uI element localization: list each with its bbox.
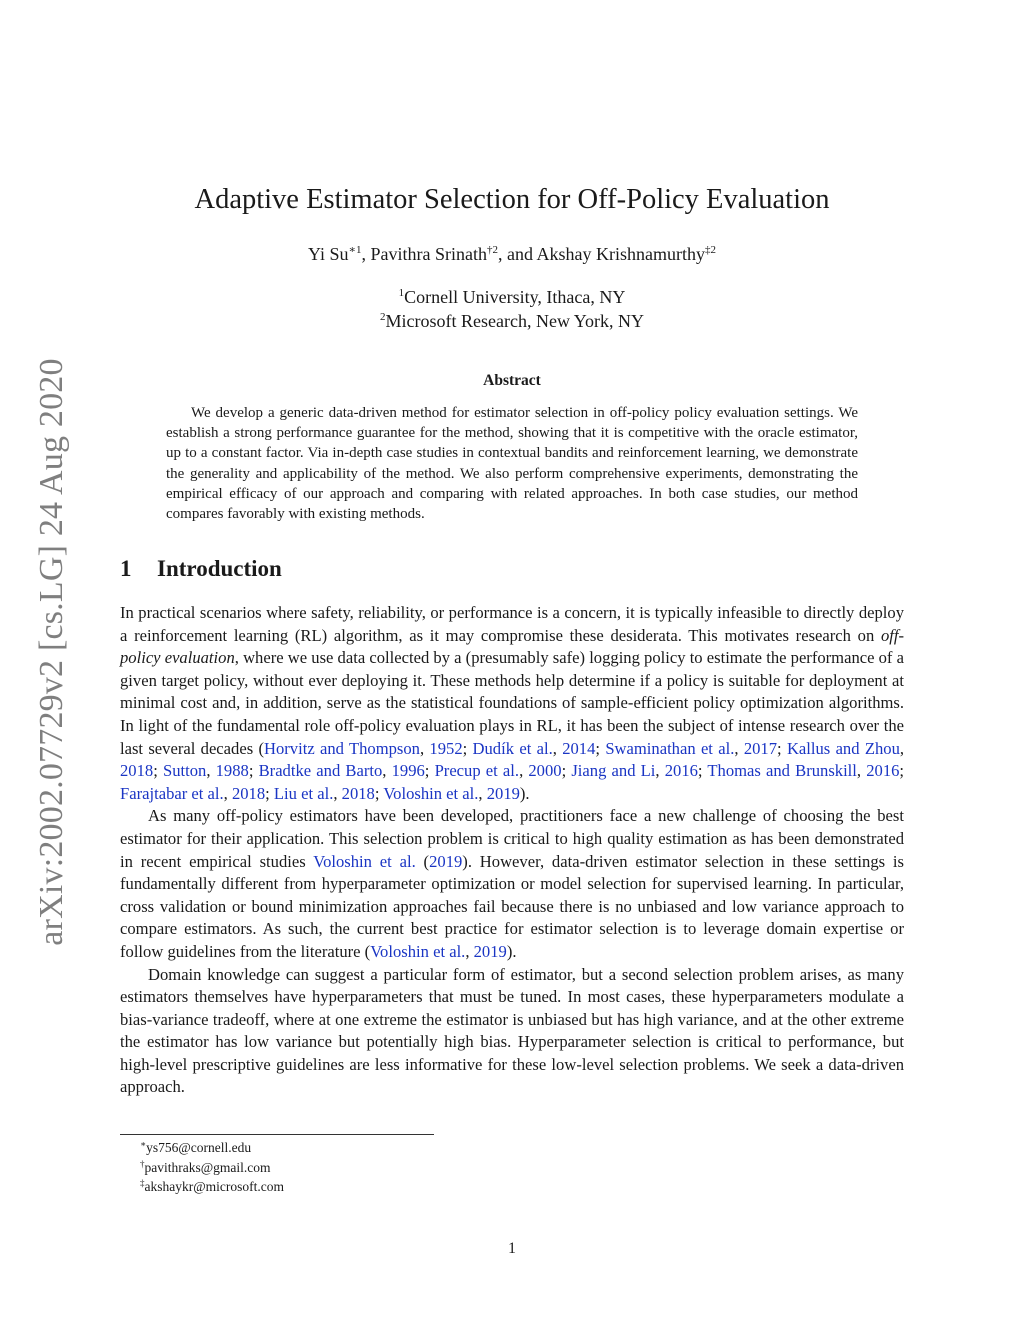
author-name: Pavithra Srinath xyxy=(370,244,487,264)
affiliation-mark: 1 xyxy=(398,287,405,299)
citation-link[interactable]: Liu et al. xyxy=(273,783,334,803)
author-list xyxy=(0,244,1024,265)
affiliation-text: Cornell University, Ithaca, NY xyxy=(404,287,626,307)
affiliation-mark: 2 xyxy=(380,311,386,323)
paragraph-text: ). xyxy=(506,941,517,961)
footnote-text: ys756@cornell.edu xyxy=(146,1140,252,1155)
citation-link[interactable]: Horvitz and Thompson xyxy=(264,738,420,758)
footnote-text: pavithraks@gmail.com xyxy=(144,1159,271,1175)
citation-year-link[interactable]: 1996 xyxy=(391,761,425,781)
author-separator: , xyxy=(361,244,371,264)
author-mark: †2 xyxy=(487,244,498,256)
paragraph-text: As many off-policy estimators have been developed, practitioners face a new challenge of choosing the best estimator for their application. This selection problem is critical to high quality estimation as has been demonstrated in recent empirical studies xyxy=(120,806,904,871)
paragraph-2: As many off-policy estimators have been developed, practitioners face a new challenge of choosing the best estimator for their application. This selection problem is critical to high quality estimation as has been demonstrated in recent empirical studies Voloshin et al. (2019). However, data-driven estimator selection in these settings is fundamentally different from hyperparameter optimization or model selection for supervised learning. In particular, cross validation or bound minimization approaches fail because there is no unbiased and low variance approach to compare estimators. As such, the current best practice for estimator selection is to leverage domain expertise or follow guidelines from the literature (Voloshin et al., 2019). xyxy=(120,806,904,961)
paragraph-text: , where we use data collected by a (presumably safe) logging policy to estimate the performance of a given target policy, without ever deploying it. These methods help determine if a policy is suitable for deployment at minimal cost and, in addition, serve as the statistical foundations of sample-efficient policy optimization algorithms. In light of the fundamental role off-policy evaluation plays in RL, it has been the subject of intense research over the last several decades ( xyxy=(120,648,904,758)
affiliation-microsoft xyxy=(0,311,1024,332)
footnote-rule xyxy=(120,1134,434,1135)
citation-year-link[interactable]: 2018 xyxy=(231,783,266,803)
author-name: Akshay Krishnamurthy xyxy=(536,244,705,264)
affiliation-cornell xyxy=(0,287,1024,308)
section-number: 1 xyxy=(120,556,132,581)
citation-link[interactable]: Jiang and Li xyxy=(571,761,656,781)
citation-list: Horvitz and Thompson, 1952; Dudík et al., 2014; Swaminathan et al., 2017; Kallus and Zhou, 2018; Sutton, 1988; Bradtke and Barto, 1996; Precup et al., 2000; Jiang and Li, 2016; Thomas and Brunskill, 2016; Farajtabar et al., 2018; Liu et al., 2018; Voloshin et al., 2019 xyxy=(120,738,905,803)
citation-link[interactable]: Sutton xyxy=(162,761,207,781)
footnote-email-3 xyxy=(140,1177,284,1197)
citation-year-link[interactable]: 2017 xyxy=(743,738,778,758)
citation-year-link[interactable]: 1952 xyxy=(429,738,463,758)
citation-link[interactable]: Precup et al. xyxy=(434,761,520,781)
footnote-email-1 xyxy=(140,1138,284,1158)
section-heading-introduction xyxy=(120,556,282,582)
paragraph-1 xyxy=(120,602,904,805)
citation-year-link[interactable]: 2000 xyxy=(528,761,562,781)
paragraph-text: In practical scenarios where safety, reliability, or performance is a concern, it is typically infeasible to directly deploy a reinforcement learning (RL) algorithm, as it may compromise these desiderata. This motivates research on xyxy=(120,603,904,645)
arxiv-identifier-stamp: arXiv:2002.07729v2 [cs.LG] 24 Aug 2020 xyxy=(33,358,70,946)
citation-link[interactable]: Swaminathan et al. xyxy=(605,738,735,758)
footnote-email-2 xyxy=(140,1158,284,1178)
citation-year-link[interactable]: 1988 xyxy=(215,761,249,781)
citation-year-link[interactable]: 2016 xyxy=(866,761,900,781)
paragraph-text: ). xyxy=(519,783,530,803)
citation-link[interactable]: Dudík et al. xyxy=(472,738,553,758)
footnotes xyxy=(140,1138,284,1197)
section-title: Introduction xyxy=(157,556,282,581)
author-separator: , and xyxy=(498,244,537,264)
citation-link[interactable]: Voloshin et al. xyxy=(383,783,479,803)
abstract-text: We develop a generic data-driven method for estimator selection in off-policy policy evaluation settings. We establish a strong performance guarantee for the method, showing that it is competitive with the oracle estimator, up to a constant factor. Via in-depth case studies in contextual bandits and reinforcement learning, we demonstrate the generality and applicability of the method. We also perform comprehensive experiments, demonstrating the empirical efficacy of our approach and comparing with related approaches. In both case studies, our method compares favorably with existing methods. xyxy=(166,405,858,523)
paper-title: Adaptive Estimator Selection for Off-Policy Evaluation xyxy=(194,184,830,215)
paragraph-3: Domain knowledge can suggest a particular form of estimator, but a second selection problem arises, as many estimators themselves have hyperparameters that must be tuned. In most cases, these hyperparameters modulate a bias-variance tradeoff, where at one extreme the estimator is unbiased but has high variance, and at the other extreme the estimator has low variance but potentially high bias. Hyperparameter selection is critical to performance, but high-level prescriptive guidelines are less informative for these low-level selection problems. We seek a data-driven approach. xyxy=(120,964,904,1097)
footnote-text: akshaykr@microsoft.com xyxy=(144,1179,285,1194)
page-number: 1 xyxy=(508,1240,516,1257)
author-mark: ∗1 xyxy=(348,244,362,256)
citation-link[interactable]: Bradtke and Barto xyxy=(258,761,383,781)
citation-year-link[interactable]: 2016 xyxy=(664,761,698,781)
citation-year-link[interactable]: 2014 xyxy=(562,738,596,758)
affiliation-text: Microsoft Research, New York, NY xyxy=(385,311,644,331)
footnote-mark: ‡ xyxy=(140,1178,145,1188)
citation-link[interactable]: Farajtabar et al. xyxy=(120,783,224,803)
abstract-heading: Abstract xyxy=(483,372,541,389)
citation-link[interactable]: Thomas and Brunskill xyxy=(707,761,857,781)
author-name: Yi Su xyxy=(308,244,349,264)
author-mark: ‡2 xyxy=(704,244,716,256)
paragraph-text: . However, data-driven estimator selection in these settings is fundamentally different from hyperparameter optimization or model selection for supervised learning. In particular, cross validation or bound minimization approaches fail because there is no unbiased and low variance approach to compare estimators. As such, the current best practice for estimator selection is to leverage domain expertise or follow guidelines from the literature ( xyxy=(120,851,904,961)
citation-year-link[interactable]: 2019 xyxy=(473,941,507,961)
citation-link[interactable]: Kallus and Zhou xyxy=(786,738,900,758)
footnote-mark: † xyxy=(140,1158,145,1169)
emphasis-text: off-policy evaluation xyxy=(120,625,904,668)
footnote-mark: ∗ xyxy=(140,1139,147,1149)
citation-year-link[interactable]: 2018 xyxy=(341,783,375,803)
citation-link[interactable]: Voloshin et al. xyxy=(370,941,466,961)
citation-year-link[interactable]: 2019 xyxy=(486,783,520,803)
introduction-body xyxy=(120,602,904,1099)
citation-year-link[interactable]: 2018 xyxy=(120,761,154,781)
citation-link[interactable]: Voloshin et al. xyxy=(313,851,416,871)
citation-year-link[interactable]: 2019 xyxy=(429,851,463,871)
